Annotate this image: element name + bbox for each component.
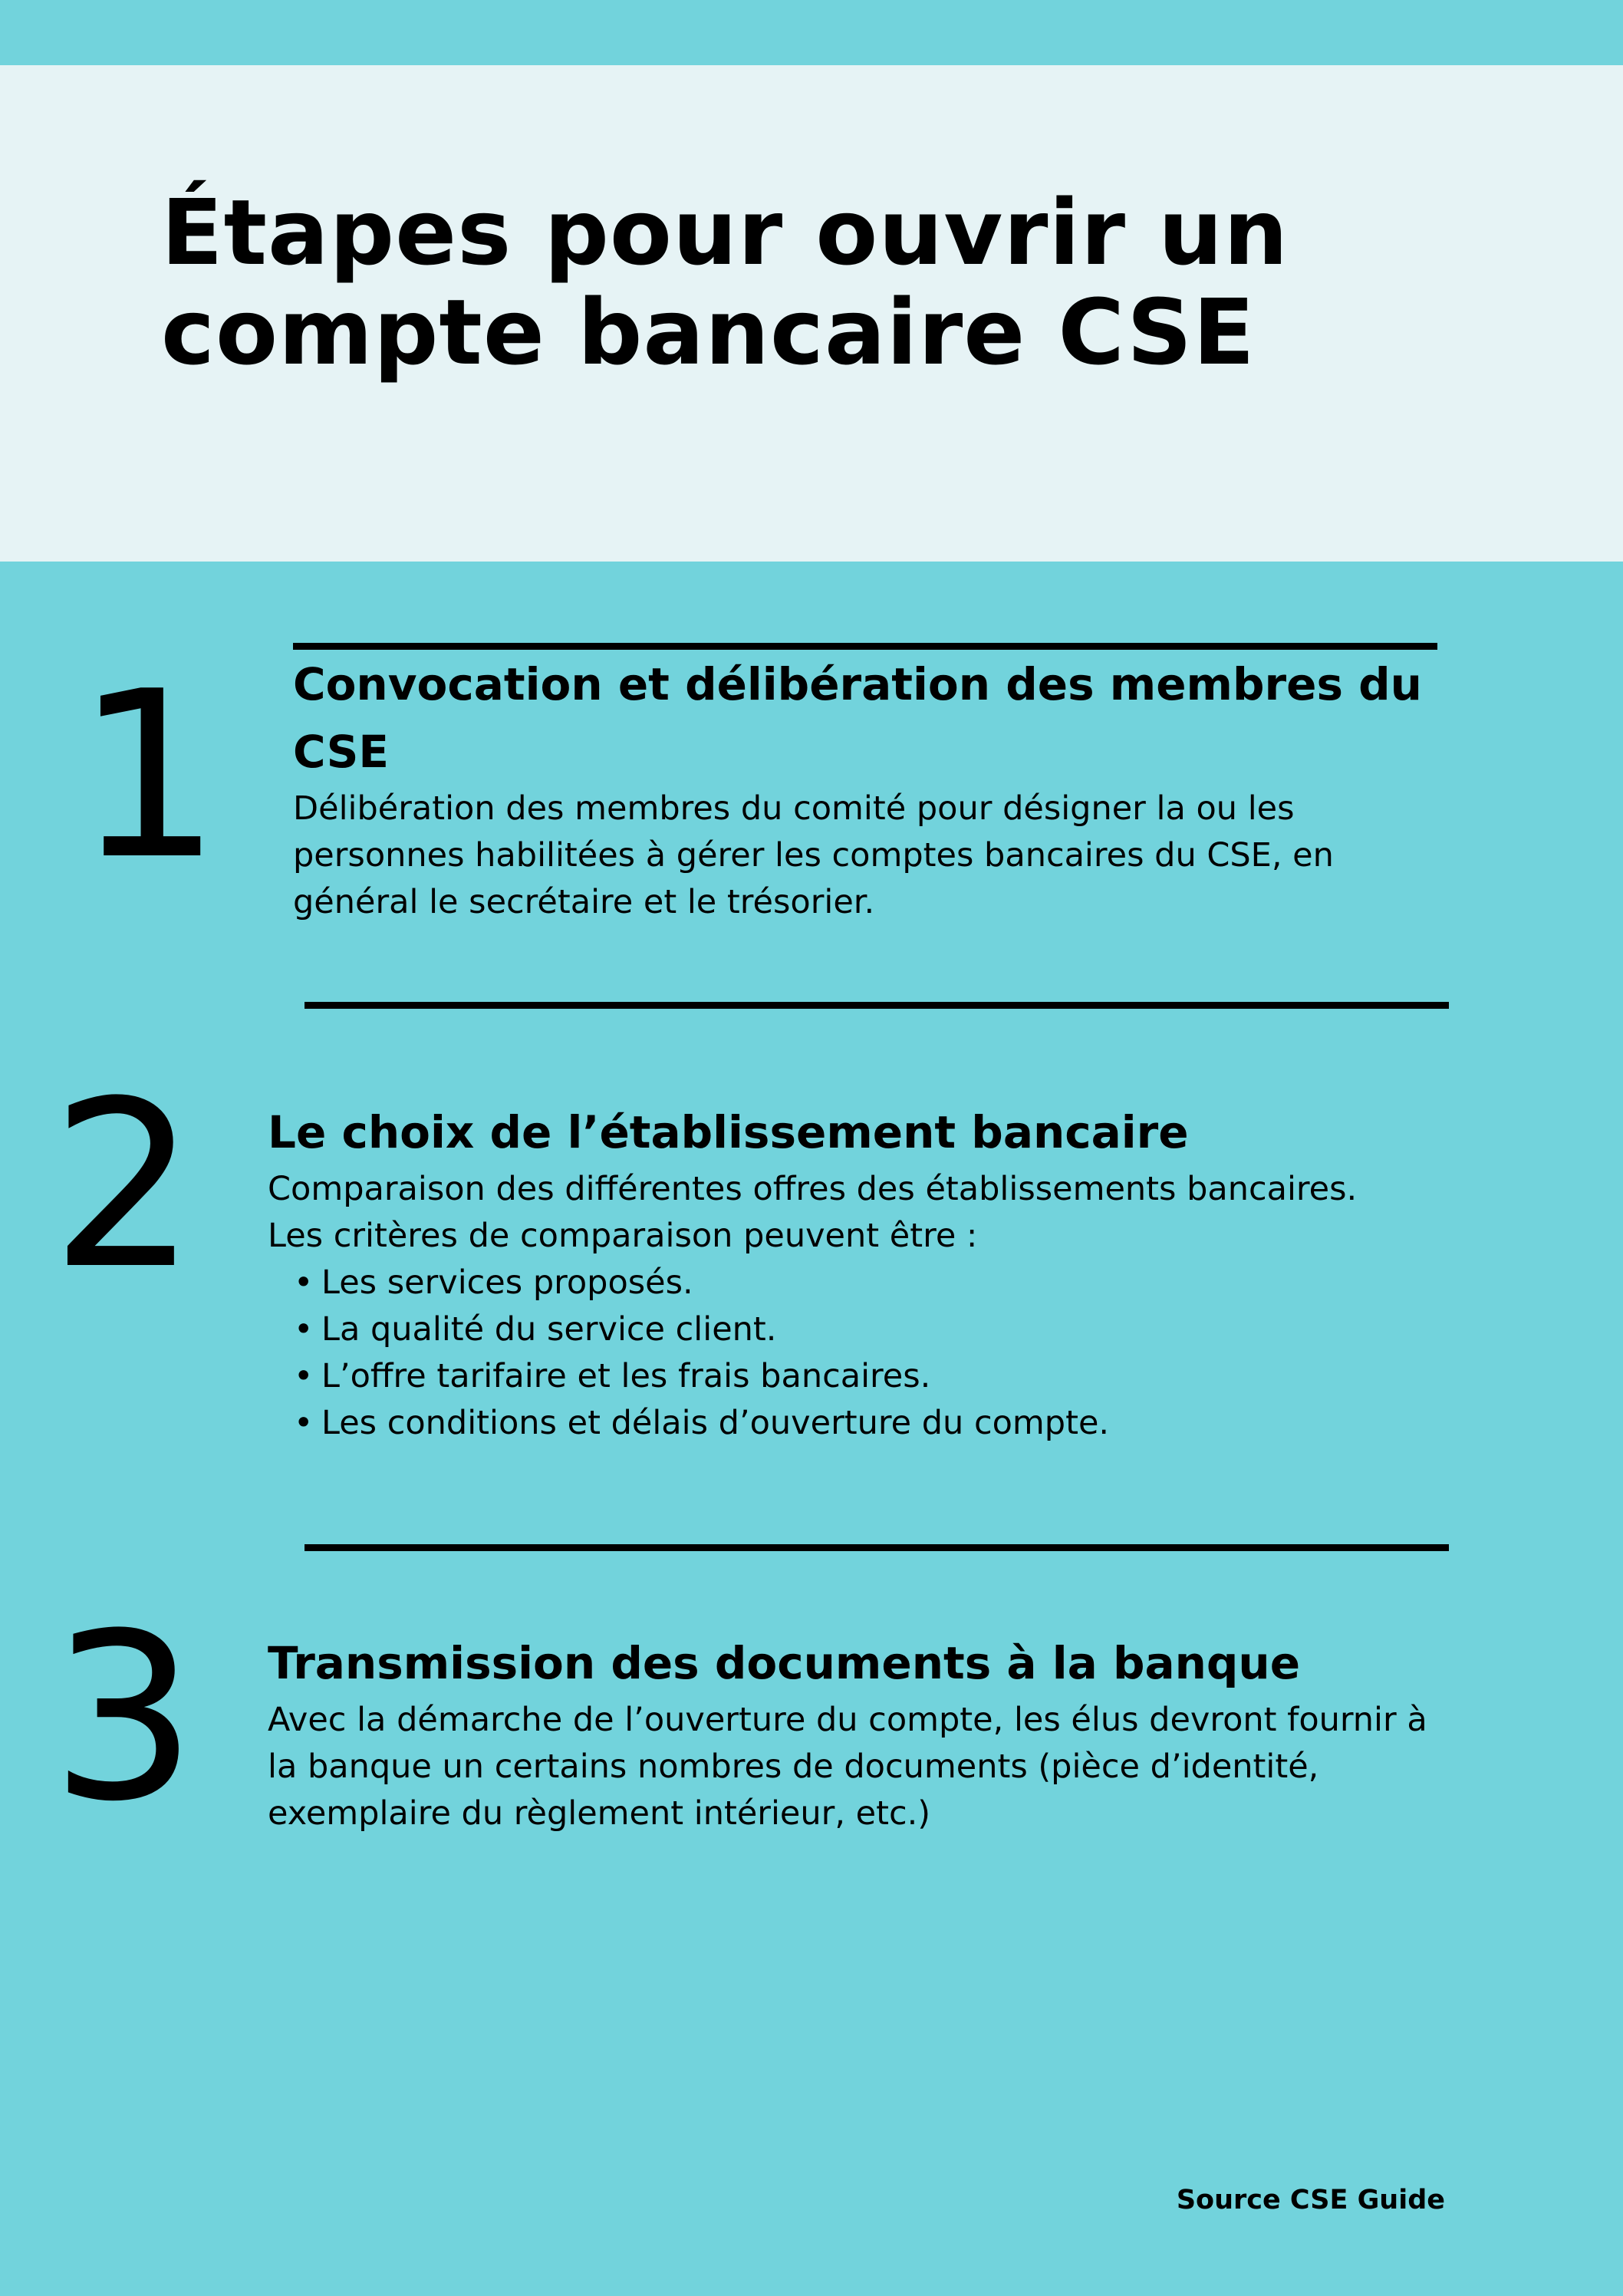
criteria-list xyxy=(268,1260,1572,1447)
divider-rule-2 xyxy=(305,1544,1449,1551)
step-3-content xyxy=(268,1629,1572,1837)
bullet-icon: • xyxy=(294,1263,314,1302)
list-item xyxy=(268,1353,1572,1400)
criteria-text: Les services proposés. xyxy=(321,1263,693,1302)
criteria-text: L’offre tarifaire et les frais bancaires. xyxy=(321,1357,931,1395)
criteria-text: Les conditions et délais d’ouverture du compte. xyxy=(321,1404,1110,1442)
step-1-body: Délibération des membres du comité pour désigner la ou les personnes habilitées à gérer les comptes bancaires du CSE, en général le secrétaire et le trésorier. xyxy=(293,789,1334,921)
page-title: Étapes pour ouvrir un compte bancaire CSE xyxy=(161,180,1289,385)
step-3-body: Avec la démarche de l’ouverture du compte, les élus devront fournir à la banque un certains nombres de documents (pièce d’identité, exemplaire du règlement intérieur, etc.) xyxy=(268,1701,1427,1833)
step-1-content xyxy=(293,651,1467,926)
step-1-number: 1 xyxy=(75,642,222,910)
step-1-heading: Convocation et délibération des membres du CSE xyxy=(293,658,1422,778)
bullet-icon: • xyxy=(294,1404,314,1442)
top-color-strip xyxy=(0,0,1623,65)
list-item xyxy=(268,1306,1572,1353)
bullet-icon: • xyxy=(294,1357,314,1395)
bullet-icon: • xyxy=(294,1310,314,1349)
step-3-heading: Transmission des documents à la banque xyxy=(268,1637,1301,1689)
step-2-content xyxy=(268,1099,1572,1447)
step-2-body: Comparaison des différentes offres des établissements bancaires. Les critères de comparaison peuvent être : xyxy=(268,1170,1358,1255)
source-credit: Source CSE Guide xyxy=(1176,2185,1445,2215)
step-2-number: 2 xyxy=(51,1052,197,1319)
list-item xyxy=(268,1260,1572,1306)
list-item xyxy=(268,1400,1572,1447)
step-3-number: 3 xyxy=(51,1584,197,1852)
step-2-heading: Le choix de l’établissement bancaire xyxy=(268,1106,1189,1158)
step-1-top-rule xyxy=(293,643,1437,650)
criteria-text: La qualité du service client. xyxy=(321,1310,777,1349)
divider-rule-1 xyxy=(305,1002,1449,1009)
